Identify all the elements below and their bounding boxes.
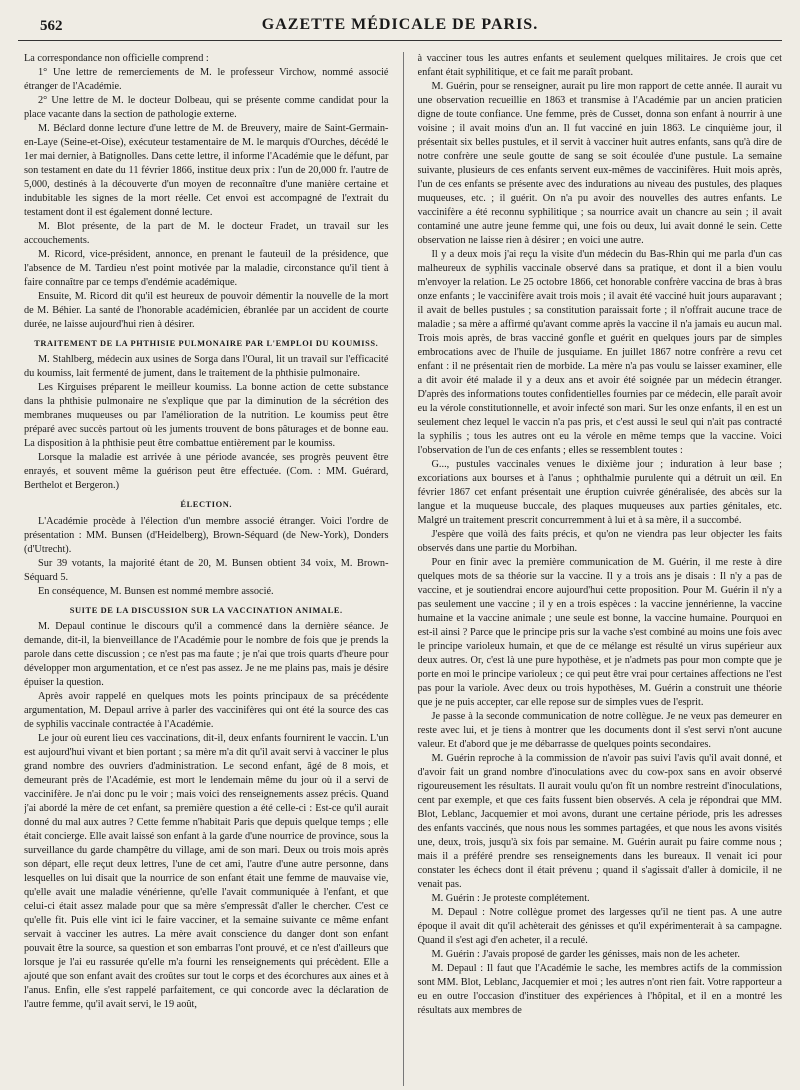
paragraph: M. Depaul : Notre collègue promet des largesses qu'il ne tient pas. A une autre époque il avait dit qu'il achèterait des génisses et qu'il expérimenterait à sa campagne. Quand il s'est agi d'en acheter, il a reculé.: [417, 907, 782, 946]
left-column: [24, 52, 389, 1086]
section-heading: SUITE DE LA DISCUSSION SUR LA VACCINATION ANIMALE.: [69, 605, 343, 615]
paragraph: Lorsque la maladie est arrivée à une période avancée, ses progrès peuvent être enrayés, et souvent même la guérison peut être effectuée. (Com. : MM. Guérard, Berthelot et Bergeron.): [24, 452, 389, 492]
paragraph: La correspondance non officielle comprend :: [24, 53, 209, 64]
page-header: [18, 10, 782, 41]
article-body: [24, 52, 782, 1086]
paragraph: M. Guérin reproche à la commission de n'avoir pas suivi l'avis qu'il avait donné, et d'avoir fait un grand nombre d'inoculations avec du cow-pox sans en avoir observé rigoureusement les résultats. Il aurait voulu qu'on fît un nombre restreint d'inoculations, cent par exemple, et que ces faits fussent bien observés. A cela je répondrai que MM. Blot, Leblanc, Jacquemier et moi avons, durant une certaine période, pris les adresses des enfants vaccinés, que nous nous les sommes partagées, et que nous les avons visités une, deux, trois, jusqu'à six fois par semaine. M. Guérin aurait pu faire comme nous ; mais il a préféré prendre ses renseignements dans les bureaux. Il venait ici pour constater les échecs dont il était prévenu ; quand il s'agissait d'aller à domicile, il ne venait pas.: [417, 753, 782, 890]
paragraph: L'Académie procède à l'élection d'un membre associé étranger. Voici l'ordre de présentation : MM. Bunsen (d'Heidelberg), Brown-Séquard (de New-York), Donders (d'Utrecht).: [24, 515, 389, 555]
paragraph: 1° Une lettre de remerciements de M. le professeur Virchow, nommé associé étranger de l'Académie.: [24, 67, 389, 92]
paragraph: Pour en finir avec la première communication de M. Guérin, il me reste à dire quelques mots de sa théorie sur la vaccine. Il y a trois ans je disais : Il n'y a pas de vaccine, et je soutiendrai encore aujourd'hui cette proposition. Pour M. Guérin il n'y a pas seulement une vaccine ; il y en a trois espèces : la vaccine jennérienne, la vaccine humaine et la vaccine animale ; une seule est bonne, la vaccine humaine. Pourquoi en est-il ainsi ? Parce que le principe pris sur la vache s'est combiné au moins une fois avec le principe varioleux humain, et que de ce mélange est résulté un virus supérieur aux deux autres. Or, c'est là une pure hypothèse, et je n'admets pas pour mon compte que je porte en moi le principe varioleux ; ce qui peut être vrai pour certaines affections ne l'est pas pour la variole. Avec deux ou trois hypothèses, M. Guérin a construit une théorie que je ne puis accepter, car elle repose sur de simples vues de l'esprit.: [417, 557, 782, 708]
paragraph: Ensuite, M. Ricord dit qu'il est heureux de pouvoir démentir la nouvelle de la mort de M. Béhier. La santé de l'honorable académicien, ébranlée par un accident de courte durée, ne laisse aujourd'hui rien à désirer.: [24, 291, 389, 330]
paragraph: J'espère que voilà des faits précis, et qu'on ne viendra pas leur objecter les faits observés dans une partie du Morbihan.: [417, 529, 782, 554]
paragraph: M. Ricord, vice-président, annonce, en prenant le fauteuil de la présidence, que l'absence de M. Tardieu n'est point motivée par la maladie, circonstance qu'il tient à faire connaître par ce temps d'endémie académique.: [24, 249, 389, 288]
paragraph: M. Béclard donne lecture d'une lettre de M. de Breuvery, maire de Saint-Germain-en-Laye (Seine-et-Oise), exécuteur testamentaire de M. le marquis d'Ourches, décédé le 1er mai dernier, à Batignolles. Dans cette lettre, il informe l'Académie que le défunt, par son testament en date du 11 février 1866, institue deux prix : l'un de 20,000 fr. l'autre de 5,000, destinés à la découverte d'un moyen de reconnaître d'une manière certaine et indubitable les signes de la mort réelle. Cet envoi est accompagné de l'extrait du testament dont il est également donné lecture.: [24, 123, 389, 218]
paragraph: M. Depaul continue le discours qu'il a commencé dans la dernière séance. Je demande, dit-il, la bienveillance de l'Académie pour le nombre de fois que je prends la parole dans cette discussion ; ce n'est pas ma faute ; je n'ai que trois quarts d'heure pour développer mon argumentation, et ce n'est pas assez. Je ne me plains pas, mais je désire épuiser la question.: [24, 621, 389, 689]
section-heading: TRAITEMENT DE LA PHTHISIE PULMONAIRE PAR L'EMPLOI DU KOUMISS.: [34, 339, 379, 348]
paragraph: Il y a deux mois j'ai reçu la visite d'un médecin du Bas-Rhin qui me parla d'un cas malheureux de syphilis vaccinale observé dans sa pratique, et dont il a bien voulu m'envoyer la relation. Le 25 octobre 1866, cet honorable confrère vaccina de bras à bras onze enfants ; le vaccinifère avait trois mois ; il avait été vacciné huit jours auparavant ; il avait de belles pustules ; sa constitution paraissait forte ; il n'offrait aucune trace de maladie ; sa mère a affirmé qu'avant comme après la vaccine il n'a jamais eu aucun mal. Trois mois après, de bras vacciné gonfle et guérit en quelques jours par de simples embrocations avec de l'huile de jusquiame. En juillet 1867 notre confrère a revu cet enfant : il ne présentait rien de morbide. La mère n'a pas voulu se laisser examiner, elle a dit avoir été malade il y a deux ans et avoir été soignée par un médecin étranger. D'après des informations toutes confidentielles fournies par ce médecin, elle paraît avoir eu la vérole constitutionnelle, et avoir infecté son mari. Sur les onze enfants, il en est un seulement chez lequel le vaccin n'a pas pris, et c'est aussi le seul qui n'ait pas contracté la syphilis ; tous les autres ont eu la vérole en même temps que la vaccine. Voici l'observation de l'un de ces enfants ; elles se ressemblent toutes :: [417, 249, 782, 456]
paragraph: En conséquence, M. Bunsen est nommé membre associé.: [38, 585, 274, 597]
paragraph: Les Kirguises préparent le meilleur koumiss. La bonne action de cette substance dans la phthisie pulmonaire ne s'explique que par la diminution de la sécrétion des membranes muqueuses ou par l'amélioration de la nutrition. Le koumiss peut être préparé avec succès partout où les juments trouvent de bons pâturages et de bonne eau. La disposition à la phthisie peut être combattue entièrement par le koumiss.: [24, 382, 389, 450]
paragraph: M. Stahlberg, médecin aux usines de Sorga dans l'Oural, lit un travail sur l'efficacité du koumiss, lait fermenté de jument, dans le traitement de la phthisie pulmonaire.: [24, 354, 389, 380]
paragraph: à vacciner tous les autres enfants et seulement quelques militaires. Je crois que cet enfant était syphilitique, et ce fait me paraît probant.: [417, 53, 782, 78]
paragraph: M. Depaul : Il faut que l'Académie le sache, les membres actifs de la commission sont MM. Blot, Leblanc, Jacquemier et moi ; les autres n'ont rien fait. Votre rapporteur a eu en outre l'occasion d'instituer des expériences à l'hôpital, et il en a montré les résultats aux membres de: [417, 963, 782, 1016]
section-heading: ÉLECTION.: [180, 500, 233, 510]
paragraph: M. Blot présente, de la part de M. le docteur Fradet, un travail sur les accouchements.: [24, 221, 389, 246]
paragraph: Le jour où eurent lieu ces vaccinations, dit-il, deux enfants fournirent le vaccin. L'un est aujourd'hui vivant et bien portant ; sa mère m'a dit qu'il avait servi à vacciner le plus grand nombre des ouvriers d'administration. Le second enfant, âgé de 8 mois, et demeurant près de l'Académie, est mort le lendemain même du jour où il a servi de vaccinifère. Je n'ai donc pu le voir ; mais voici des renseignements assez précis. Quand j'ai abordé la mère de cet enfant, sa première question a été celle-ci : Est-ce qu'il aurait donné du mal aux autres ? Cette femme n'habitait Paris que depuis quelque temps ; elle était concierge. Elle avait laissé son enfant à la garde d'une nourrice de province, sous la surveillance du garde champêtre du village, ami de son mari. Deux ou trois mois après son départ, elle reçut deux lettres, l'une de cet ami, l'autre d'une autre personne, dans lesquelles on lui disait que la nourrice de son enfant était une femme de mauvaise vie, qu'elle avait une maladie vénérienne, qu'elle l'avait communiquée à l'enfant, et que celui-ci était assez malade pour que sa mère s'empressât d'aller le chercher. C'est ce qu'elle fit. Puis elle vint ici le faire vacciner, et la semaine suivante ce même enfant servait à vacciner les autres. La mère avait conscience du danger dont son enfant pouvait être la source, sa question et son embarras l'ont prouvé, et ce n'est d'ailleurs que lorsque je l'ai eu rassurée qu'elle m'a fourni les renseignements qui précèdent. Elle a ajouté que son enfant avait des croûtes sur tout le corps et des écorchures aux aines et à l'anus. Enfin, elle s'est rappelé parfaitement, ce qui concorde avec la déclaration de l'autre femme, qu'il avait servi, le 19 août,: [24, 733, 389, 1011]
running-title: GAZETTE MÉDICALE DE PARIS.: [261, 16, 539, 33]
paragraph: Sur 39 votants, la majorité étant de 20, M. Bunsen obtient 34 voix, M. Brown-Séquard 5.: [24, 557, 389, 583]
paragraph: M. Guérin : Je proteste complétement.: [431, 893, 590, 904]
paragraph: G..., pustules vaccinales venues le dixième jour ; induration à leur base ; excoriations aux bourses et à l'anus ; ophthalmie purulente qui a détruit un œil. En février 1867 cet enfant présentait une éruption cuivrée généralisée, des abcès sur la langue et la muqueuse buccale, des plaques muqueuses aux parties génitales, etc. Malgré un traitement prescrit concurremment à lui et à sa mère, il a succombé.: [417, 459, 782, 526]
paragraph: Après avoir rappelé en quelques mots les points principaux de sa précédente argumentation, M. Depaul arrive à parler des vaccinifères qui ont été la source des cas de syphilis vaccinale contractée à l'Académie.: [24, 691, 389, 731]
paragraph: M. Guérin, pour se renseigner, aurait pu lire mon rapport de cette année. Il aurait vu une observation recueillie en 1863 et transmise à l'Académie par un ancien praticien digne de toute confiance. Une femme, près de Cusset, donna son enfant à nourrir à une voisine ; il avait moins d'un an. Il fut vacciné en juin 1863. Le cinquième jour, il présentait six belles pustules, et il servit à vacciner huit autres enfants, sans qu'à dire de notre confrère une seule goutte de sang se soit écoulée d'une pustule. La semaine suivante, plusieurs de ces enfants servent eux-mêmes de vaccinifères. Huit mois après, l'un de ces enfants se présente avec des indurations au niveau des pustules, des plaques muqueuses, etc. ; il guérit. On n'a pu avoir des nouvelles des autres enfants. Le vaccinifère a été reconnu syphilitique ; sa nourrice avait un chancre au sein ; il avait contaminé une autre jeune femme qui, une fois ou deux, lui avait donné le sein. Cette observation ne laisse rien à désirer ; en voici une autre.: [417, 81, 782, 246]
right-column: [418, 52, 783, 1086]
page-number: 562: [40, 18, 63, 34]
column-divider: [403, 52, 404, 1086]
paragraph: 2° Une lettre de M. le docteur Dolbeau, qui se présente comme candidat pour la place vacante dans la section de pathologie externe.: [24, 95, 389, 120]
paragraph: M. Guérin : J'avais proposé de garder les génisses, mais non de les acheter.: [431, 949, 740, 960]
paragraph: Je passe à la seconde communication de notre collègue. Je ne veux pas demeurer en reste avec lui, et je tiens à montrer que les documents dont il s'est servi n'ont aucune valeur. Et d'abord que je me débarrasse de quelques points secondaires.: [417, 711, 782, 750]
